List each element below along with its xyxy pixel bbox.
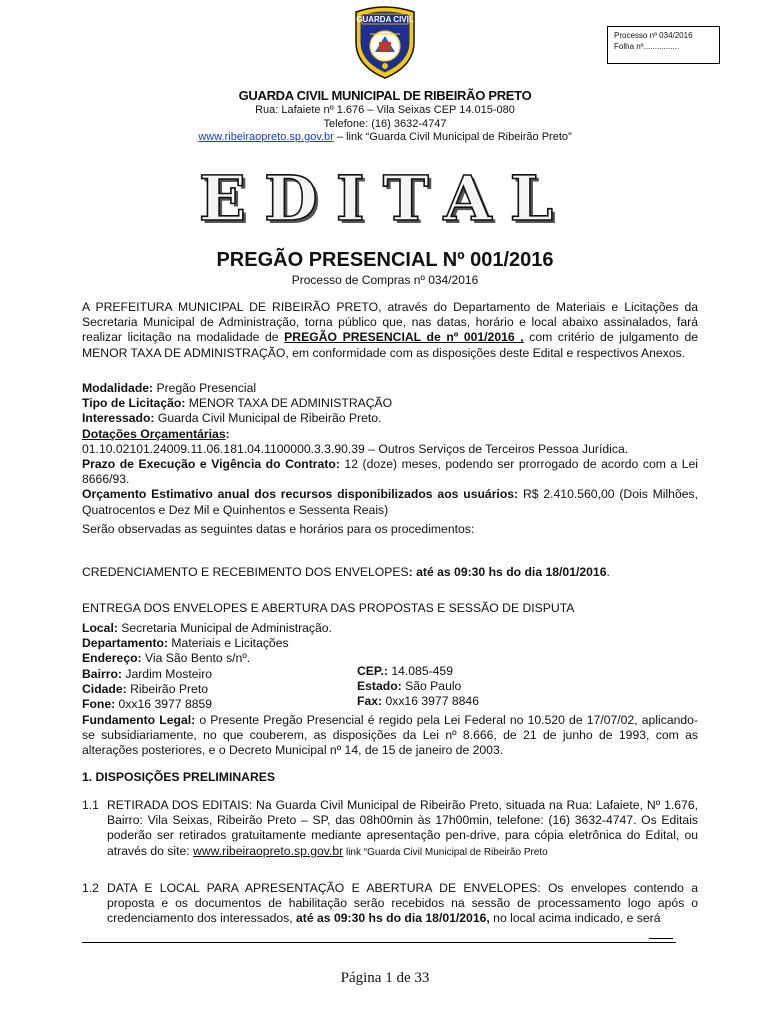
dotacoes-label: Dotações Orçamentárias: <box>82 426 230 441</box>
process-number-box <box>607 26 720 64</box>
guarda-civil-emblem <box>348 4 422 80</box>
item-1-1-number: 1.1 <box>82 798 99 812</box>
local-line: Local: Secretaria Municipal de Administração. <box>82 621 332 635</box>
dotacoes-value: 01.10.02101.24009.11.06.181.04.1100000.3.3.90.39 – Outros Serviços de Terceiros Pessoa Jurídica. <box>82 441 629 456</box>
intro-highlight: PREGÃO PRESENCIAL de nº 001/2016 , <box>284 330 524 345</box>
bairro-line: Bairro: Jardim Mosteiro <box>82 666 213 681</box>
item-1-2-number: 1.2 <box>82 881 99 895</box>
modalidade-line: Modalidade: Pregão Presencial <box>82 381 257 395</box>
footer-mark <box>649 938 673 939</box>
intro-part1: A PREFEITURA MUNICIPAL DE RIBEIRÃO PRETO, através do Departamento de Materiais e Licitações da Secretaria Municipal de Administração, torna público que, nas datas, horário e local abaixo assinalados, fará realizar licitação na modalidade de <box>82 300 698 345</box>
intro-part2: com critério de julgamento de MENOR TAXA DE ADMINISTRAÇÃO, em conformidade com as disposições deste Edital e respectivos Anexos. <box>82 330 698 360</box>
fundamento-paragraph: Fundamento Legal: o Presente Pregão Presencial é regido pela Lei Federal no 10.520 de 17/07/02, aplicando-se subsidiariamente, no que couberem, as disposições da Lei nº 8.666, de 21 de junho de 1993, com as alterações posteriores, e o Decreto Municipal nº 14, de 15 de janeiro de 2003. <box>82 713 698 758</box>
intro-paragraph <box>82 300 698 361</box>
tipo-line: Tipo de Licitação: MENOR TAXA DE ADMINISTRAÇÃO <box>82 396 393 411</box>
local-block-right <box>357 664 657 710</box>
departamento-line: Departamento: Materiais e Licitações <box>82 636 289 651</box>
footer-rule <box>82 942 676 943</box>
interessado-line: Interessado: Guarda Civil Municipal de Ribeirão Preto. <box>82 411 382 426</box>
fone-line: Fone: 0xx16 3977 8859 <box>82 697 213 712</box>
endereco-line: Endereço: Via São Bento s/nº. <box>82 651 251 666</box>
website-suffix: – link “Guarda Civil Municipal de Ribeirão Preto” <box>333 131 572 143</box>
page-number: Página 1 de 33 <box>340 970 430 986</box>
orcamento-line: Orçamento Estimativo anual dos recursos disponibilizados aos usuários: R$ 2.410.560,00 (Dois Milhões, Quatrocentos e Dez Mil e Quinhentos e Sessenta Reais) <box>82 487 698 517</box>
org-title: GUARDA CIVIL MUNICIPAL DE RIBEIRÃO PRETO <box>238 88 532 103</box>
cep-line: CEP.: 14.085-459 <box>357 664 453 678</box>
credenciamento-line: CREDENCIAMENTO E RECEBIMENTO DOS ENVELOPES: até as 09:30 hs do dia 18/01/2016. <box>82 565 610 579</box>
process-number: Processo nº 034/2016 <box>614 31 693 40</box>
org-address: Rua: Lafaiete nº 1.676 – Vila Seixas CEP 14.015-080 <box>255 104 515 116</box>
fax-line: Fax: 0xx16 3977 8846 <box>357 694 479 709</box>
item-1-2-text: DATA E LOCAL PARA APRESENTAÇÃO E ABERTURA DE ENVELOPES: Os envelopes contendo a proposta e os documentos de habilitação serão recebidos na sessão de processamento logo após o credenciamento dos interessados, até as 09:30 hs do dia 18/01/2016, no local acima indicado, e será <box>107 881 698 926</box>
pregao-title: PREGÃO PRESENCIAL Nº 001/2016 <box>216 249 554 271</box>
emblem-text: GUARDA CIVIL <box>356 15 414 24</box>
processo-line: Processo de Compras nº 034/2016 <box>291 273 479 287</box>
folha-number: Folha nº................ <box>614 42 680 51</box>
item-1-1-link[interactable]: www.ribeiraopreto.sp.gov.br <box>193 843 344 858</box>
prazo-line: Prazo de Execução e Vigência do Contrato: 12 (doze) meses, podendo ser prorrogado de acordo com a Lei 8666/93. <box>82 457 698 487</box>
estado-line: Estado: São Paulo <box>357 679 462 694</box>
entrega-heading: ENTREGA DOS ENVELOPES E ABERTURA DAS PROPOSTAS E SESSÃO DE DISPUTA <box>82 601 575 615</box>
observe-line: Serão observadas as seguintes datas e horários para os procedimentos: <box>82 522 475 536</box>
cidade-line: Cidade: Ribeirão Preto <box>82 681 208 696</box>
website-link[interactable]: www.ribeiraopreto.sp.gov.br <box>198 131 334 143</box>
item-1-1-text: RETIRADA DOS EDITAIS: Na Guarda Civil Municipal de Ribeirão Preto, situada na Rua: Lafaiete, Nº 1.676, Bairro: Vila Seixas, Ribeirão Preto – SP, das 08h00min às 17h00min, telefone: (16) 3632-4747. Os Editais poderão ser retirados gratuitamente mediante apresentação pen-drive, para cópia eletrônica do Edital, ou através do site: www.ribeiraopreto.sp.gov.br link “Guarda Civil Municipal de Ribeirão Preto <box>107 798 698 858</box>
details-block <box>82 381 698 518</box>
section-1-heading: 1. DISPOSIÇÕES PRELIMINARES <box>82 770 276 784</box>
org-phone: Telefone: (16) 3632-4747 <box>323 118 447 130</box>
org-website-line <box>0 131 770 143</box>
edital-title: EDITAL <box>198 162 572 235</box>
